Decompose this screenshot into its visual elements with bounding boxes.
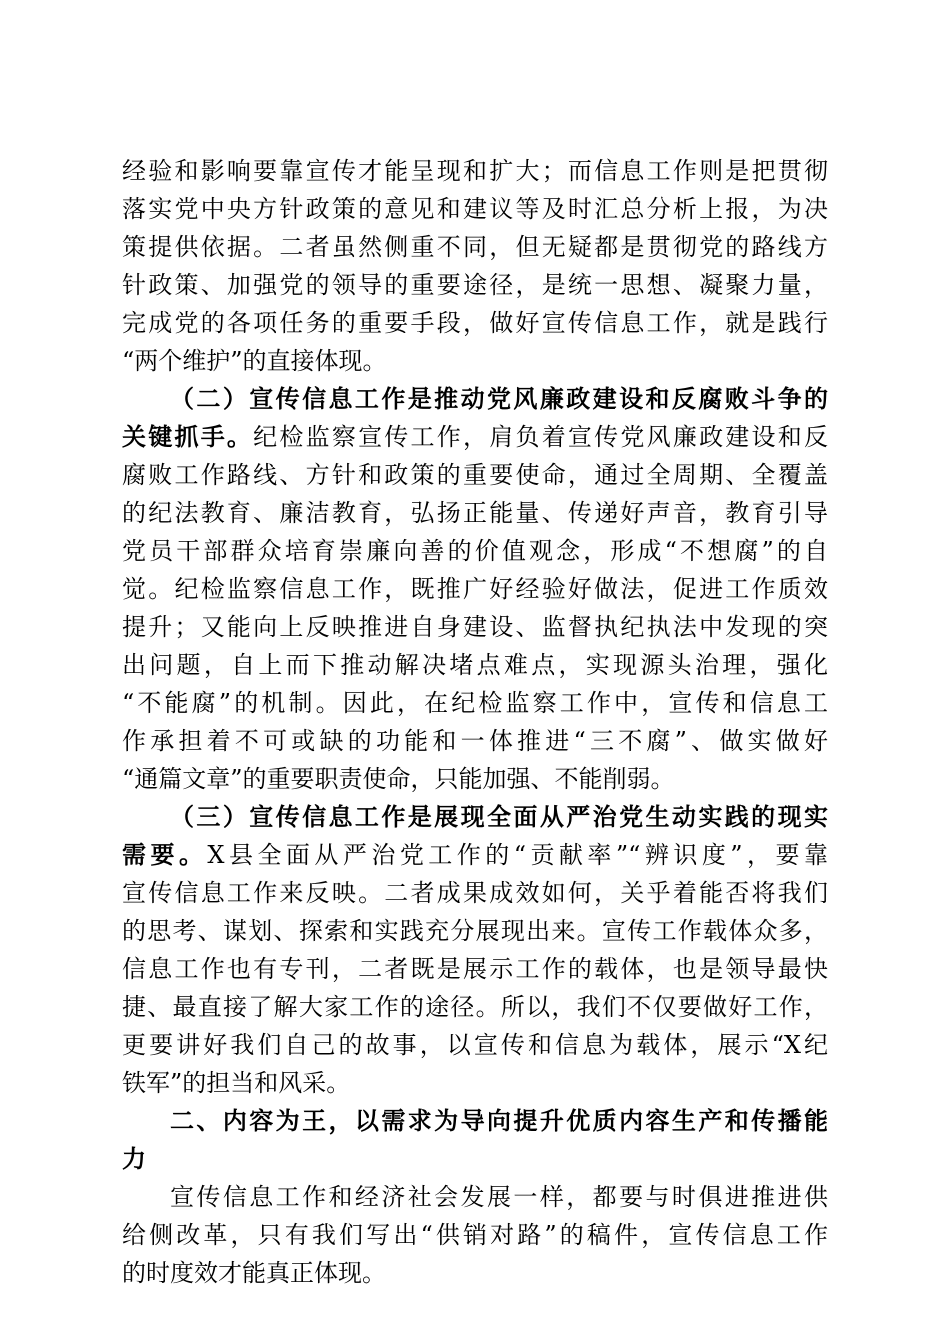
text-line: 的思考、谋划、探索和实践充分展现出来。宣传工作载体众多， — [122, 917, 828, 945]
subheading-line: （三）宣传信息工作是展现全面从严治党生动实践的现实 — [170, 802, 828, 831]
text-run: 纪检监察宣传工作，肩负着宣传党风廉政建设和反 — [253, 423, 828, 451]
text-line: 落实党中央方针政策的意见和建议等及时汇总分析上报，为决 — [122, 195, 828, 223]
text-line: 的纪法教育、廉洁教育，弘扬正能量、传递好声音，教育引导 — [122, 499, 828, 527]
text-line: 宣传信息工作来反映。二者成果成效如何，关乎着能否将我们 — [122, 879, 828, 907]
text-line: 捷、最直接了解大家工作的途径。所以，我们不仅要做好工作， — [122, 993, 828, 1021]
text-line: 策提供依据。二者虽然侧重不同，但无疑都是贯彻党的路线方 — [122, 233, 828, 261]
text-line: “通篇文章”的重要职责使命，只能加强、不能削弱。 — [122, 765, 675, 793]
text-line: 经验和影响要靠宣传才能呈现和扩大；而信息工作则是把贯彻 — [122, 157, 828, 185]
text-line: 完成党的各项任务的重要手段，做好宣传信息工作，就是践行 — [122, 309, 828, 337]
text-line: 铁军”的担当和风采。 — [122, 1069, 351, 1097]
subheading-tail: 关键抓手。 — [122, 422, 254, 451]
text-line: 党员干部群众培育崇廉向善的价值观念，形成“不想腐”的自 — [122, 537, 828, 565]
text-line: 提升；又能向上反映推进自身建设、监督执纪执法中发现的突 — [122, 613, 828, 641]
section-heading-line: 力 — [122, 1144, 146, 1173]
section-heading-line: 二、内容为王，以需求为导向提升优质内容生产和传播能 — [170, 1106, 828, 1135]
text-line: 宣传信息工作和经济社会发展一样，都要与时俱进推进供 — [170, 1183, 828, 1211]
text-line: 给侧改革，只有我们写出“供销对路”的稿件，宣传信息工作 — [122, 1221, 828, 1249]
text-run: X县全面从严治党工作的“贡献率”“辨识度”，要靠 — [207, 841, 828, 869]
text-line: 更要讲好我们自己的故事，以宣传和信息为载体，展示“X纪 — [122, 1031, 828, 1059]
text-line — [122, 418, 828, 456]
text-line: 的时度效才能真正体现。 — [122, 1259, 386, 1287]
text-line: 出问题，自上而下推动解决堵点难点，实现源头治理，强化 — [122, 651, 828, 679]
text-line: 觉。纪检监察信息工作，既推广好经验好做法，促进工作质效 — [122, 575, 828, 603]
text-line: 作承担着不可或缺的功能和一体推进“三不腐”、做实做好 — [122, 727, 828, 755]
text-line — [122, 836, 828, 874]
text-line: “不能腐”的机制。因此，在纪检监察工作中，宣传和信息工 — [122, 689, 828, 717]
text-line: 腐败工作路线、方针和政策的重要使命，通过全周期、全覆盖 — [122, 461, 828, 489]
text-line: 针政策、加强党的领导的重要途径，是统一思想、凝聚力量， — [122, 271, 828, 299]
text-line: “两个维护”的直接体现。 — [122, 347, 387, 375]
subheading-tail: 需要。 — [122, 840, 208, 869]
text-line: 信息工作也有专刊，二者既是展示工作的载体，也是领导最快 — [122, 955, 828, 983]
subheading-line: （二）宣传信息工作是推动党风廉政建设和反腐败斗争的 — [170, 384, 828, 413]
